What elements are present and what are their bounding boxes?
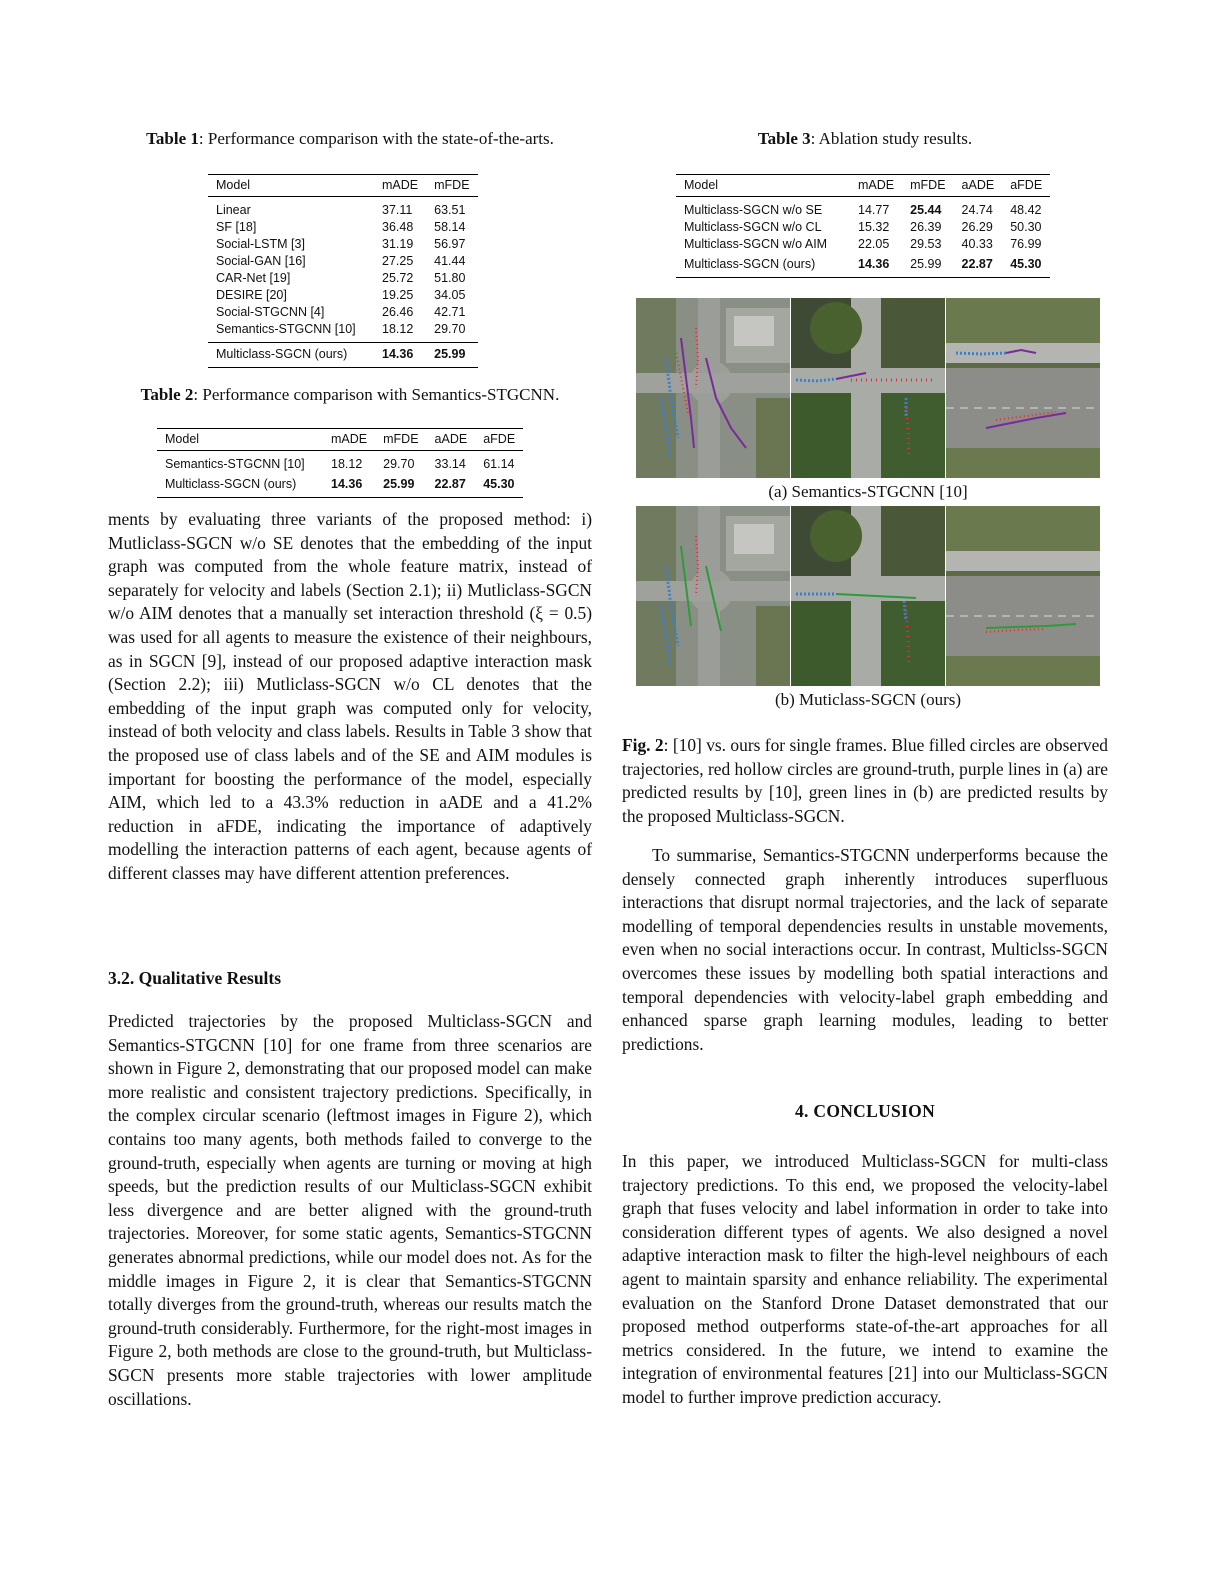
- table1-row: [208, 236, 478, 253]
- table1-cell: 25.72: [382, 271, 414, 285]
- table3-cell: 45.30: [1002, 253, 1050, 278]
- table1-cell: Social-STGCNN [4]: [216, 305, 325, 319]
- table1-row: [208, 197, 478, 220]
- table1-row: [208, 304, 478, 321]
- table1-cell: Semantics-STGCNN [10]: [208, 321, 374, 343]
- table1: [208, 174, 478, 368]
- table1-cell: 18.12: [374, 321, 426, 343]
- table3-cell: 76.99: [1010, 237, 1042, 251]
- table1-row: [208, 270, 478, 287]
- table3-cell: Multiclass-SGCN w/o AIM: [684, 237, 828, 251]
- table3-cell: 15.32: [858, 220, 890, 234]
- table3-cell: 14.36: [850, 253, 902, 278]
- table3-cell: 50.30: [1010, 220, 1042, 234]
- table1-cell: 42.71: [434, 305, 466, 319]
- table1-row: [208, 219, 478, 236]
- table1-cell: DESIRE [20]: [216, 288, 287, 302]
- table1-cell: 51.80: [434, 271, 466, 285]
- table1-header-model: Model: [208, 175, 374, 197]
- table3-cell: Multiclass-SGCN w/o SE: [684, 203, 823, 217]
- table3-cell: 40.33: [961, 237, 993, 251]
- figure-2b-subcaption: (b) Muticlass-SGCN (ours): [774, 690, 962, 709]
- figure-2b-road-panel: [946, 506, 1100, 686]
- figure-2b-intersection-panel: [791, 506, 945, 686]
- table3-header-made: mADE: [850, 175, 902, 197]
- table3-header-afde: aFDE: [1002, 175, 1050, 197]
- table1-cell: 34.05: [434, 288, 466, 302]
- table3-row: [676, 236, 1050, 253]
- table2-cell: 14.36: [323, 473, 375, 498]
- table2-header-made: mADE: [323, 429, 375, 451]
- table2-cell: 18.12: [331, 457, 363, 471]
- table2-header-aade: aADE: [427, 429, 476, 451]
- table1-cell: 27.25: [382, 254, 414, 268]
- table2-header-afde: aFDE: [475, 429, 523, 451]
- table1-cell: 56.97: [434, 237, 466, 251]
- figure-2b-roundabout-panel: [636, 506, 790, 686]
- table3-cell: 24.74: [961, 203, 993, 217]
- table2-header-mfde: mFDE: [375, 429, 426, 451]
- table1-cell: Multiclass-SGCN (ours): [208, 343, 374, 368]
- table2-row: [157, 451, 523, 474]
- table1-caption: Table 1: Performance comparison with the state-of-the-arts.: [146, 129, 554, 148]
- conclusion-paragraph: In this paper, we introduced Multiclass-SGCN for multi-class trajectory predictions. To this end, we proposed the velocity-label graph that fuses velocity and label information in order to take into consideration different types of agents. We also designed a novel adaptive interaction mask to filter the high-level neighbours of each agent to maintain sparsity and enhance reliability. The experimental evaluation on the Stanford Drone Dataset demonstrated that our proposed method outperforms state-of-the-art approaches for all metrics considered. In the future, we intend to examine the integration of environmental features [21] into our Multiclass-SGCN model to further improve prediction accuracy.: [622, 1151, 1108, 1407]
- table2-cell: 33.14: [434, 457, 466, 471]
- table1-cell: 63.51: [434, 203, 466, 217]
- figure-2: [636, 298, 1100, 718]
- table2: [157, 428, 523, 498]
- table1-cell: 36.48: [382, 220, 414, 234]
- table2-cell: 61.14: [483, 457, 515, 471]
- figure-2b-scene: [636, 506, 1100, 686]
- table2-cell: Multiclass-SGCN (ours): [157, 473, 323, 498]
- table3: [676, 174, 1050, 278]
- table2-cell: Semantics-STGCNN [10]: [165, 457, 305, 471]
- table2-row: [157, 473, 523, 498]
- table2-caption: Table 2: Performance comparison with Semantics-STGCNN.: [140, 385, 560, 404]
- table3-cell: 22.87: [954, 253, 1003, 278]
- table3-cell: 48.42: [1010, 203, 1042, 217]
- table2-header-model: Model: [157, 429, 323, 451]
- qualitative-paragraph: Predicted trajectories by the proposed Multiclass-SGCN and Semantics-STGCNN [10] for one frame from three scenarios are shown in Figure 2, demonstrating that our proposed model can make more realistic and consistent trajectory predictions. Specifically, in the complex circular scenario (leftmost images in Figure 2), which contains too many agents, both methods failed to converge to the ground-truth, especially when agents are turning or moving at high speeds, but the prediction results of our Multiclass-SGCN exhibit less divergence and are better aligned with the ground-truth trajectories. Moreover, for some static agents, Semantics-STGCNN generates abnormal predictions, while our model does not. As for the middle images in Figure 2, it is clear that Semantics-STGCNN totally diverges from the ground-truth, whereas our results match the ground-truth considerably. Furthermore, for the right-most images in Figure 2, both methods are close to the ground-truth, but Multiclass-SGCN presents more stable trajectories with lower amplitude oscillations.: [108, 1011, 592, 1409]
- figure-2a-road-panel: [946, 298, 1100, 478]
- table1-cell: 37.11: [382, 203, 413, 217]
- table2-cell: 45.30: [475, 473, 523, 498]
- figure-2a-intersection-panel: [791, 298, 945, 478]
- table1-cell: 14.36: [374, 343, 426, 368]
- figure-2a-scene: [636, 298, 1100, 478]
- table1-header-mfde: mFDE: [426, 175, 477, 197]
- table3-cell: 26.29: [961, 220, 993, 234]
- table1-cell: SF [18]: [216, 220, 257, 234]
- table3-cell: 22.05: [858, 237, 890, 251]
- figure-2a-subcaption: (a) Semantics-STGCNN [10]: [768, 482, 968, 501]
- table1-cell: 26.46: [382, 305, 414, 319]
- table3-cell: 29.53: [910, 237, 942, 251]
- table3-row: [676, 219, 1050, 236]
- table1-row: [208, 321, 478, 343]
- figure-2b-images: [636, 506, 1100, 686]
- table1-cell: 41.44: [434, 254, 466, 268]
- table1-cell: 58.14: [434, 220, 466, 234]
- table1-row-ours: [208, 343, 478, 368]
- ablation-paragraph: ments by evaluating three variants of the proposed method: i) Mutliclass-SGCN w/o SE denotes that the embedding of the input graph was computed from the whole feature matrix, instead of separately for velocity and labels (Section 2.1); ii) Mutliclass-SGCN w/o AIM denotes that a manually set interaction threshold (ξ = 0.5) was used for all agents to measure the existence of their neighbours, as in SGCN [9], instead of our proposed adaptive interaction mask (Section 2.2); iii) Mutliclass-SGCN w/o CL denotes that the embedding of the input graph was computed only for velocity, instead of both velocity and class labels. Results in Table 3 show that the proposed use of class labels and of the SE and AIM modules is important for boosting the performance of the model, especially AIM, which led to a 43.3% reduction in aADE and a 41.2% reduction in aFDE, indicating the importance of adaptively modelling the interaction patterns of each agent, because agents of different classes may have different attention preferences.: [108, 509, 592, 883]
- table3-row: [676, 197, 1050, 220]
- table3-cell: Multiclass-SGCN (ours): [676, 253, 850, 278]
- table3-header-mfde: mFDE: [902, 175, 953, 197]
- table3-caption: Table 3: Ablation study results.: [757, 129, 973, 148]
- section-heading-conclusion: 4. CONCLUSION: [794, 1101, 936, 1121]
- table1-cell: 29.70: [426, 321, 477, 343]
- table1-header-made: mADE: [374, 175, 426, 197]
- table1-cell: 25.99: [426, 343, 477, 368]
- table2-cell: 29.70: [383, 457, 415, 471]
- table1-cell: 19.25: [382, 288, 414, 302]
- figure-2a-roundabout-panel: [636, 298, 790, 478]
- table1-cell: Linear: [216, 203, 251, 217]
- table3-header-aade: aADE: [954, 175, 1003, 197]
- table1-row: [208, 253, 478, 270]
- table1-cell: Social-LSTM [3]: [216, 237, 305, 251]
- table1-cell: Social-GAN [16]: [216, 254, 306, 268]
- figure-2-caption: Fig. 2: [10] vs. ours for single frames. Blue filled circles are observed trajectories, red hollow circles are ground-truth, purple lines in (a) are predicted results by [10], green lines in (b) are predicted results by the proposed Multiclass-SGCN.: [622, 735, 1108, 826]
- table3-cell: 25.99: [902, 253, 953, 278]
- summary-paragraph: To summarise, Semantics-STGCNN underperforms because the densely connected graph inherently introduces superfluous interactions that disrupt normal trajectories, and the lack of separate modelling of temporal dependencies results in unstable movements, even when no social interactions occur. In contrast, Multiclss-SGCN overcomes these issues by modelling both spatial interactions and temporal dependencies with velocity-label graph embedding and enhanced sparse graph learning modules, leading to better predictions.: [622, 845, 1108, 1054]
- table3-cell: 14.77: [858, 203, 890, 217]
- table3-header-model: Model: [676, 175, 850, 197]
- table1-row: [208, 287, 478, 304]
- table3-row: [676, 253, 1050, 278]
- table3-cell: 25.44: [910, 203, 942, 217]
- table3-cell: Multiclass-SGCN w/o CL: [684, 220, 822, 234]
- table3-cell: 26.39: [910, 220, 942, 234]
- table1-cell: CAR-Net [19]: [216, 271, 291, 285]
- figure-2a-images: [636, 298, 1100, 478]
- table1-cell: 31.19: [382, 237, 414, 251]
- table2-cell: 25.99: [375, 473, 426, 498]
- section-heading-qualitative: 3.2. Qualitative Results: [108, 968, 282, 988]
- table2-cell: 22.87: [427, 473, 476, 498]
